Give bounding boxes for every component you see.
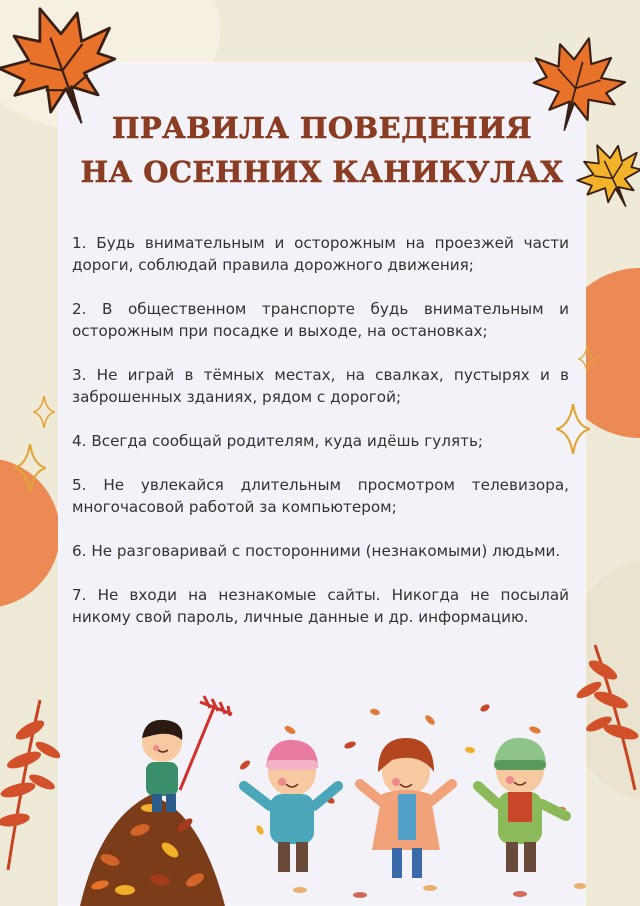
kid-pink-hat — [244, 740, 338, 872]
rake-icon — [180, 696, 232, 790]
rule-item: 5. Не увлекайся длительным просмотром телевизора, многочасовой работой за компьютером; — [72, 476, 569, 516]
kid-green-hat — [478, 738, 566, 872]
sparkle-icon — [14, 444, 46, 492]
rule-item: 6. Не разговаривай с посторонними (незнакомыми) людьми. — [72, 542, 561, 560]
rule-item: 7. Не входи на незнакомые сайты. Никогда не посылай никому свой пароль, личные данные и др. информацию. — [72, 586, 569, 626]
rule-item: 2. В общественном транспорте будь внимательным и осторожным при посадке и выходе, на остановках; — [72, 300, 569, 340]
rule-item: 1. Будь внимательным и осторожным на проезжей части дороги, соблюдай правила дорожного движения; — [72, 234, 569, 274]
title-line-1: ПРАВИЛА ПОВЕДЕНИЯ — [111, 111, 533, 145]
kids-illustration — [0, 690, 640, 906]
rule-item: 3. Не играй в тёмных местах, на свалках, пустырях и в заброшенных зданиях, рядом с дорогой; — [72, 366, 569, 406]
page-title — [60, 106, 584, 194]
rules-list — [72, 232, 569, 650]
title-line-2: НА ОСЕННИХ КАНИКУЛАХ — [80, 155, 564, 189]
sparkle-icon — [578, 346, 596, 372]
sparkle-icon — [33, 396, 55, 428]
kid-girl — [360, 738, 452, 878]
rule-item: 4. Всегда сообщай родителям, куда идёшь гулять; — [72, 432, 484, 450]
